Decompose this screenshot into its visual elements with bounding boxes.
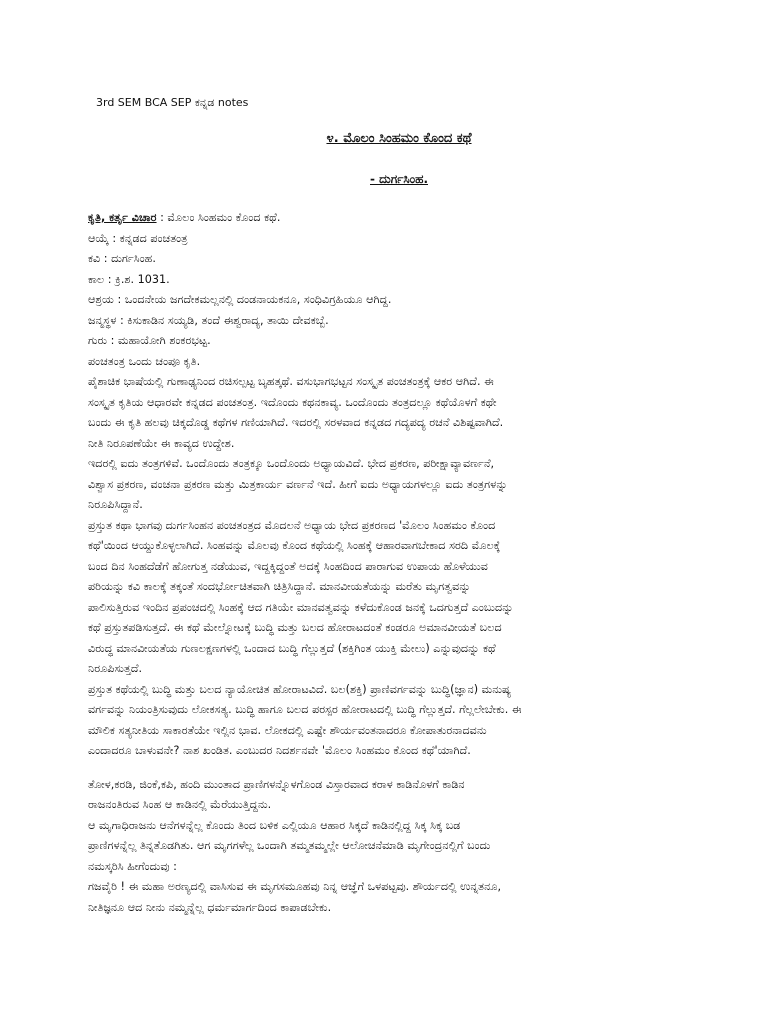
paragraph-line: ಬಂದು ಈ ಕೃತಿ ಹಲವು ಚಿಕ್ಕದೊಡ್ಡ ಕಥೆಗಳ ಗಣಿಯಾಗಿದೆ. ಇದರಲ್ಲಿ ಸರಳವಾದ ಕನ್ನಡದ ಗದ್ಯಪದ್ಯ ರಚನೆ ವಿಶಿಷ್ಟವಾಗಿದೆ. [88, 416, 504, 429]
kruti-label: ಕೃತಿ, ಕರ್ತೃ ವಿಚಾರ [88, 211, 157, 224]
paragraph-line: ಪರಿಯನ್ನು ಕವಿ ಕಾಲಕ್ಕೆ ತಕ್ಕಂತೆ ಸಂದರ್ಭೋಚಿತವಾಗಿ ಚಿತ್ರಿಸಿದ್ದಾನೆ. ಮಾನವೀಯತೆಯನ್ನು ಮರೆತು ಮೃಗತ್ವವನ್ನು [88, 580, 471, 593]
detail-line: ಕವಿ : ದುರ್ಗಸಿಂಹ. [88, 252, 156, 265]
paragraph-line: ಪ್ರಾಣಿಗಳನ್ನೆಲ್ಲ ತಿನ್ನತೊಡಗಿತು. ಆಗ ಮೃಗಗಳೆಲ್ಲ ಒಂದಾಗಿ ತಮ್ಮತಮ್ಮಲ್ಲೇ ಆಲೋಚನೆಮಾಡಿ ಮೃಗೇಂದ್ರನಲ್ಲಿಗೆ ಬಂದು [88, 839, 491, 852]
paragraph-line: ವಿರುದ್ಧ ಮಾನವೀಯತೆಯ ಗುಣಲಕ್ಷಣಗಳಲ್ಲಿ ಒಂದಾದ ಬುದ್ಧಿ ಗೆಲ್ಲುತ್ತದೆ (ಶಕ್ತಿಗಿಂತ ಯುಕ್ತಿ ಮೇಲು) ಎನ್ನುವುದನ್ನು ಕಥೆ [88, 641, 496, 655]
paragraph-line: ಬಂದ ದಿನ ಸಿಂಹದೆಡೆಗೆ ಹೋಗುತ್ತ ನಡೆಯುವ, ಇದ್ದಕ್ಕಿದ್ದಂತೆ ಅದಕ್ಕೆ ಸಿಂಹದಿಂದ ಪಾರಾಗುವ ಉಪಾಯ ಹೊಳೆಯುವ [88, 559, 488, 573]
detail-line: ಆಶ್ರಯ : ಒಂದನೇಯ ಜಗದೇಕಮಲ್ಲನಲ್ಲಿ ದಂಡನಾಯಕನೂ, ಸಂಧಿವಿಗ್ರಹಿಯೂ ಆಗಿದ್ದ. [88, 293, 392, 306]
paragraph-line: ನಮಸ್ಕರಿಸಿ ಹೀಗೆಂದುವು : [88, 859, 177, 873]
paragraph-line: ಪೈಶಾಚಿಕ ಭಾಷೆಯಲ್ಲಿ ಗುಣಾಢ್ಯನಿಂದ ರಚಿಸಲ್ಪಟ್ಟ ಬೃಹತ್ಕಥೆ. ವಸುಭಾಗಭಟ್ಟನ ಸಂಸ್ಕೃತ ಪಂಚತಂತ್ರಕ್ಕೆ ಆಕರ ಆಗಿದೆ. ಈ [88, 375, 494, 388]
paragraph-line: ಪ್ರಸ್ತುತ ಕಥಾ ಭಾಗವು ದುರ್ಗಸಿಂಹನ ಪಂಚತಂತ್ರದ ಮೊದಲನೆ ಅಧ್ಯಾಯ ಭೇದ ಪ್ರಕರಣದ 'ಮೊಲಂ ಸಿಂಹಮಂ ಕೊಂದ [88, 518, 496, 532]
paragraph-line: ಗಜವೈರಿ ! ಈ ಮಹಾ ಅರಣ್ಯದಲ್ಲಿ ವಾಸಿಸುವ ಈ ಮೃಗಸಮೂಹವು ನಿನ್ನ ಆಜ್ಞೆಗೆ ಒಳಪಟ್ಟವು. ಶೌರ್ಯದಲ್ಲಿ ಉನ್ನತನೂ, [88, 880, 502, 893]
detail-line: ಕಾಲ : ಕ್ರಿ.ಶ. 1031. [88, 272, 170, 286]
paragraph-line: ಪಾಲಿಸುತ್ತಿರುವ ಇಂದಿನ ಪ್ರಪಂಚದಲ್ಲಿ ಸಿಂಹಕ್ಕೆ ಆದ ಗತಿಯೇ ಮಾನವತ್ವವನ್ನು ಕಳೆದುಕೊಂಡ ಜನಕ್ಕೆ ಒದಗುತ್ತದೆ ಎಂಬುದನ್ನು [88, 600, 514, 614]
author-line [0, 172, 768, 187]
kruti-line [88, 208, 683, 229]
paragraph-line: ಕಥೆ ಪ್ರಸ್ತುತಪಡಿಸುತ್ತದೆ. ಈ ಕಥೆ ಮೇಲ್ನೋಟಕ್ಕೆ ಬುದ್ಧಿ ಮತ್ತು ಬಲದ ಹೋರಾಟದಂತೆ ಕಂಡರೂ ಅಮಾನವೀಯತೆ ಬಲದ [88, 621, 502, 634]
paragraph-line: ನೀತಿಜ್ಞನೂ ಆದ ನೀನು ನಮ್ಮನ್ನೆಲ್ಲ ಧರ್ಮಮಾರ್ಗದಿಂದ ಕಾಪಾಡಬೇಕು. [88, 900, 332, 914]
page-header: 3rd SEM BCA SEP ಕನ್ನಡ notes [96, 96, 249, 109]
paragraph-line: ಕಥೆ'ಯಿಂದ ಆಯ್ದುಕೊಳ್ಳಲಾಗಿದೆ. ಸಿಂಹವನ್ನು ಮೊಲವು ಕೊಂದ ಕಥೆಯಲ್ಲಿ ಸಿಂಹಕ್ಕೆ ಆಹಾರವಾಗಬೇಕಾದ ಸರದಿ ಮೊಲಕ್ಕೆ [88, 539, 501, 552]
lesson-title: ೪. ಮೊಲಂ ಸಿಂಹಮಂ ಕೊಂದ ಕಥೆ [326, 131, 472, 146]
detail-line: ಪಂಚತಂತ್ರ ಒಂದು ಚಂಪೂ ಕೃತಿ. [88, 354, 201, 368]
document-body [88, 208, 683, 918]
author-name: - ದುರ್ಗಸಿಂಹ. [370, 172, 428, 186]
paragraph-gap [88, 762, 683, 775]
paragraph-line: ವಿಶ್ವಾಸ ಪ್ರಕರಣ, ವಂಚನಾ ಪ್ರಕರಣ ಮತ್ತು ಮಿತ್ರಕಾರ್ಯ ವರ್ಣನೆ ಇದೆ. ಹೀಗೆ ಐದು ಅಧ್ಯಾಯಗಳಲ್ಲೂ ಐದು ತಂತ್ರಗಳನ್ನು [88, 477, 508, 491]
paragraph-line: ಎಂದಾದರೂ ಬಾಳುವನೇ? ನಾಶ ಖಂಡಿತ. ಎಂಬುದರ ನಿದರ್ಶನವೇ 'ಮೊಲಂ ಸಿಂಹಮಂ ಕೊಂದ ಕಥೆ'ಯಾಗಿದೆ. [88, 744, 471, 757]
paragraph-line: ನಿರೂಪಿಸುತ್ತದೆ. [88, 662, 143, 675]
detail-line: ಜನ್ಮಸ್ಥಳ : ಕಿಸುಕಾಡಿನ ಸಯ್ಯಡಿ, ತಂದೆ ಈಶ್ವರಾದ್ಯ, ತಾಯಿ ದೇವಕಬ್ಬೆ. [88, 313, 329, 327]
paragraph-line: ಸಂಸ್ಕೃತ ಕೃತಿಯ ಆಧಾರವೇ ಕನ್ನಡದ ಪಂಚತಂತ್ರ. ಇದೊಂದು ಕಥನಕಾವ್ಯ. ಒಂದೊಂದು ತಂತ್ರದಲ್ಲೂ ಕಥೆಯೊಳಗೆ ಕಥೇ [88, 395, 497, 409]
detail-line: ಆಯ್ಕೆ : ಕನ್ನಡದ ಪಂಚತಂತ್ರ [88, 231, 188, 245]
kruti-value: : ಮೊಲಂ ಸಿಂಹಮಂ ಕೊಂದ ಕಥೆ. [156, 211, 281, 224]
paragraph-line: ಆ ಮೃಗಾಧಿರಾಜನು ಆನೆಗಳನ್ನೆಲ್ಲ ಕೊಂದು ತಿಂದ ಬಳಿಕ ಎಲ್ಲಿಯೂ ಆಹಾರ ಸಿಕ್ಕದೆ ಕಾಡಿನಲ್ಲಿದ್ದ ಸಿಕ್ಕ ಸಿಕ್ಕ ಬಡ [88, 818, 461, 832]
detail-line: ಗುರು : ಮಹಾಯೋಗಿ ಶಂಕರಭಟ್ಟ. [88, 334, 211, 347]
paragraph-line: ನೀತಿ ನಿರೂಪಣೆಯೇ ಈ ಕಾವ್ಯದ ಉದ್ದೇಶ. [88, 436, 235, 450]
paragraph-line: ತೋಳ,ಕರಡಿ, ಜಿಂಕೆ,ಕಪಿ, ಹಂದಿ ಮುಂತಾದ ಪ್ರಾಣಿಗಳನ್ನೊಳಗೊಂಡ ವಿಸ್ತಾರವಾದ ಕರಾಳ ಕಾಡಿನೊಳಗೆ ಕಾಡಿನ [88, 777, 465, 791]
paragraph-line: ರಾಜನಂತಿರುವ ಸಿಂಹ ಆ ಕಾಡಿನಲ್ಲಿ ಮೆರೆಯುತ್ತಿದ್ದನು. [88, 798, 272, 811]
paragraph-line: ಇದರಲ್ಲಿ ಐದು ತಂತ್ರಗಳಿವೆ. ಒಂದೊಂದು ತಂತ್ರಕ್ಕೂ ಒಂದೊಂದು ಅಧ್ಯಾಯವಿದೆ. ಭೇದ ಪ್ರಕರಣ, ಪರೀಕ್ಷಾವ್ಯಾವರ್ಣನೆ, [88, 457, 495, 470]
paragraph-line: ಮೌಲಿಕ ಸತ್ಯನೀತಿಯ ಸಾಕಾರತೆಯೇ ಇಲ್ಲಿನ ಭಾವ. ಲೋಕದಲ್ಲಿ ಎಷ್ಟೇ ಶೌರ್ಯವಂತನಾದರೂ ಕೋಪಾತುರನಾದವನು [88, 723, 487, 737]
paragraph-line: ನಿರೂಪಿಸಿದ್ದಾನೆ. [88, 498, 143, 511]
paragraph-line: ಪ್ರಸ್ತುತ ಕಥೆಯಲ್ಲಿ ಬುದ್ಧಿ ಮತ್ತು ಬಲದ ನ್ಯಾಯೋಚಿತ ಹೋರಾಟವಿದೆ. ಬಲ(ಶಕ್ತಿ) ಪ್ರಾಣಿವರ್ಗವನ್ನು ಬುದ್ಧಿ(ಜ್ಞಾನ) ಮನುಷ್ಯ [88, 682, 512, 696]
paragraph-line: ವರ್ಗವನ್ನು ನಿಯಂತ್ರಿಸುವುದು ಲೋಕಸತ್ಯ. ಬುದ್ಧಿ ಹಾಗೂ ಬಲದ ಪರಸ್ಪರ ಹೋರಾಟದಲ್ಲಿ ಬುದ್ಧಿ ಗೆಲ್ಲುತ್ತದೆ. ಗೆಲ್ಲಲೇಬೇಕು. ಈ [88, 703, 522, 716]
